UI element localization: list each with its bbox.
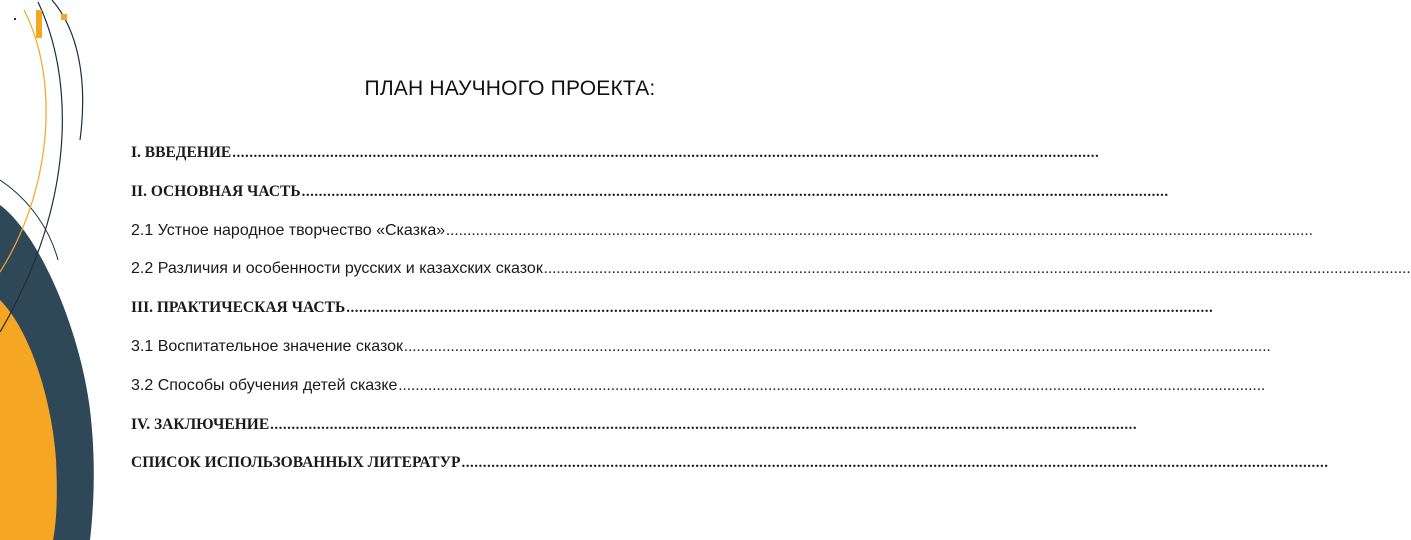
toc-dot-leader: ............................................................................................................................................................................................................ bbox=[404, 338, 1272, 355]
toc-item-text: IV. ЗАКЛЮЧЕНИЕ bbox=[131, 415, 270, 433]
toc-dot-leader: ............................................................................................................................................................................................................ bbox=[461, 455, 1329, 472]
toc-item bbox=[131, 376, 1266, 403]
toc-dot-leader: ............................................................................................................................................................................................................ bbox=[270, 416, 1138, 433]
toc-dot-leader: ............................................................................................................................................................................................................ bbox=[301, 183, 1169, 200]
slide-title: ПЛАН НАУЧНОГО ПРОЕКТА: bbox=[364, 77, 656, 100]
toc-item bbox=[131, 144, 1100, 170]
toc-item-text: СПИСОК ИСПОЛЬЗОВАННЫХ ЛИТЕРАТУР bbox=[131, 454, 461, 472]
toc-item-text: II. ОСНОВНАЯ ЧАСТЬ bbox=[131, 182, 301, 200]
toc-item-text: I. ВВЕДЕНИЕ bbox=[131, 144, 232, 161]
toc-item bbox=[131, 454, 1329, 480]
table-of-contents bbox=[131, 144, 1411, 493]
toc-item bbox=[131, 260, 1411, 286]
toc-item bbox=[131, 337, 1272, 364]
toc-item-text: 2.2 Различия и особенности русских и казахских сказок bbox=[131, 260, 543, 278]
dark-accent-dot bbox=[14, 18, 16, 20]
thin-dark-arc-2 bbox=[52, 0, 83, 140]
toc-dot-leader: ............................................................................................................................................................................................................ bbox=[446, 222, 1314, 239]
toc-item bbox=[131, 299, 1214, 325]
toc-item bbox=[131, 221, 1314, 248]
toc-item bbox=[131, 182, 1169, 209]
toc-dot-leader: ............................................................................................................................................................................................................ bbox=[398, 377, 1266, 394]
toc-item-text: III. ПРАКТИЧЕСКАЯ ЧАСТЬ bbox=[131, 299, 346, 317]
toc-item-text: 3.2 Способы обучения детей сказке bbox=[131, 376, 398, 394]
toc-dot-leader: ............................................................................................................................................................................................................ bbox=[346, 300, 1214, 317]
toc-item-text: 3.1 Воспитательное значение сказок bbox=[131, 337, 404, 355]
orange-accent-square bbox=[61, 14, 67, 20]
toc-dot-leader: ............................................................................................................................................................................................................ bbox=[543, 261, 1411, 278]
toc-dot-leader: ............................................................................................................................................................................................................ bbox=[232, 145, 1100, 161]
orange-accent-bar bbox=[36, 10, 42, 38]
toc-item-text: 2.1 Устное народное творчество «Сказка» bbox=[131, 221, 446, 239]
toc-item bbox=[131, 415, 1138, 442]
